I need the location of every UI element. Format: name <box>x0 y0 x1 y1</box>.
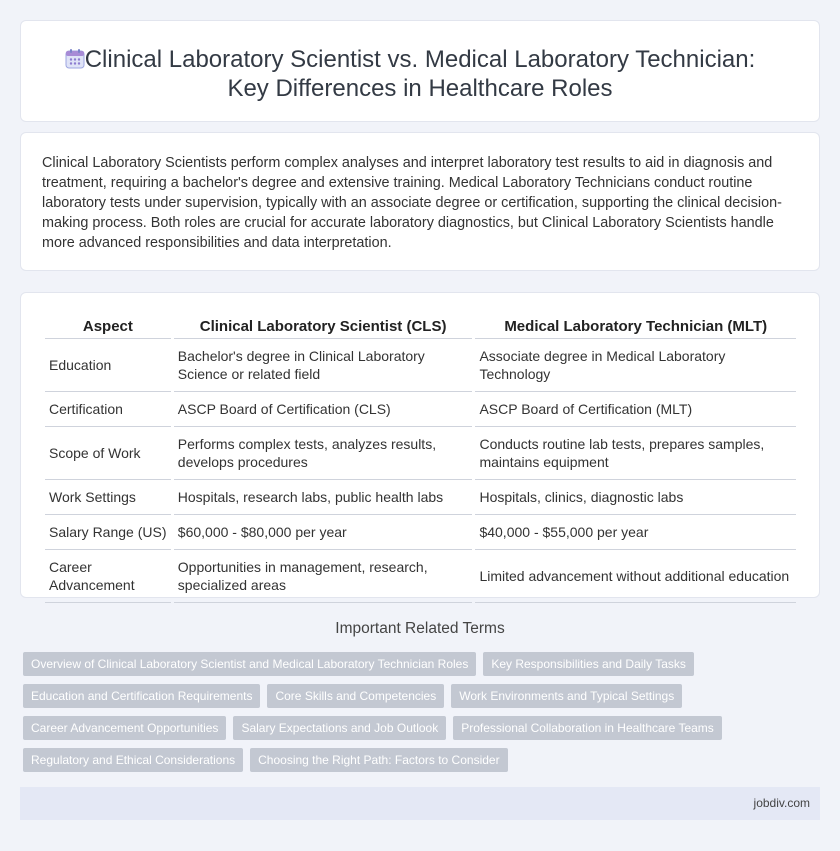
table-cell: Opportunities in management, research, specialized areas <box>174 550 473 603</box>
intro-card <box>20 132 820 271</box>
table-cell: ASCP Board of Certification (MLT) <box>475 392 796 427</box>
table-row <box>45 392 796 427</box>
intro-paragraph: Clinical Laboratory Scientists perform complex analyses and interpret laboratory test results to aid in diagnosis and treatment, requiring a bachelor's degree and extensive training. Medical Laboratory Technicians conduct routine laboratory tests under supervision, typically with an associate degree or certification, supporting the clinical decision-making process. Both roles are crucial for accurate laboratory diagnostics, but Clinical Laboratory Scientists handle more advanced responsibilities and data interpretation. <box>42 155 782 251</box>
table-row <box>45 427 796 480</box>
table-cell: Associate degree in Medical Laboratory Technology <box>475 339 796 392</box>
table-row <box>45 515 796 550</box>
related-term-tag[interactable]: Salary Expectations and Job Outlook <box>233 716 446 740</box>
table-cell: Career Advancement <box>45 550 171 603</box>
table-cell: Scope of Work <box>45 427 171 480</box>
calendar-icon <box>64 48 86 70</box>
related-term-tag[interactable]: Key Responsibilities and Daily Tasks <box>483 652 694 676</box>
table-cell: Education <box>45 339 171 392</box>
table-row <box>45 339 796 392</box>
table-cell: Hospitals, clinics, diagnostic labs <box>475 480 796 515</box>
page-title <box>21 45 819 103</box>
related-term-tag[interactable]: Core Skills and Competencies <box>267 684 444 708</box>
related-term-tag[interactable]: Education and Certification Requirements <box>23 684 260 708</box>
table-cell: Conducts routine lab tests, prepares samples, maintains equipment <box>475 427 796 480</box>
related-terms-title: Important Related Terms <box>335 620 505 637</box>
header-card <box>20 20 820 122</box>
table-cell: Bachelor's degree in Clinical Laboratory Science or related field <box>174 339 473 392</box>
footer-site-link[interactable]: jobdiv.com <box>753 796 810 810</box>
table-header-row <box>45 316 796 339</box>
table-row <box>45 480 796 515</box>
table-cell: $40,000 - $55,000 per year <box>475 515 796 550</box>
table-cell: $60,000 - $80,000 per year <box>174 515 473 550</box>
table-cell: Hospitals, research labs, public health labs <box>174 480 473 515</box>
related-term-tag[interactable]: Professional Collaboration in Healthcare Teams <box>453 716 722 740</box>
related-term-tag[interactable]: Work Environments and Typical Settings <box>451 684 682 708</box>
footer <box>20 787 820 820</box>
table-cell: Certification <box>45 392 171 427</box>
related-terms-list <box>23 652 823 780</box>
table-cell: Performs complex tests, analyzes results, develops procedures <box>174 427 473 480</box>
table-cell: Work Settings <box>45 480 171 515</box>
table-row <box>45 550 796 603</box>
related-term-tag[interactable]: Regulatory and Ethical Considerations <box>23 748 243 772</box>
table-cell: Salary Range (US) <box>45 515 171 550</box>
related-term-tag[interactable]: Choosing the Right Path: Factors to Consider <box>250 748 507 772</box>
table-cell: Limited advancement without additional education <box>475 550 796 603</box>
title-line-2: Key Differences in Healthcare Roles <box>227 75 613 102</box>
comparison-table <box>42 316 799 603</box>
table-cell: ASCP Board of Certification (CLS) <box>174 392 473 427</box>
column-header: Clinical Laboratory Scientist (CLS) <box>174 316 473 339</box>
column-header: Medical Laboratory Technician (MLT) <box>475 316 796 339</box>
related-term-tag[interactable]: Career Advancement Opportunities <box>23 716 226 740</box>
column-header: Aspect <box>45 316 171 339</box>
comparison-card <box>20 292 820 598</box>
title-line-1: Clinical Laboratory Scientist vs. Medical Laboratory Technician: <box>84 46 756 73</box>
related-term-tag[interactable]: Overview of Clinical Laboratory Scientist and Medical Laboratory Technician Roles <box>23 652 476 676</box>
